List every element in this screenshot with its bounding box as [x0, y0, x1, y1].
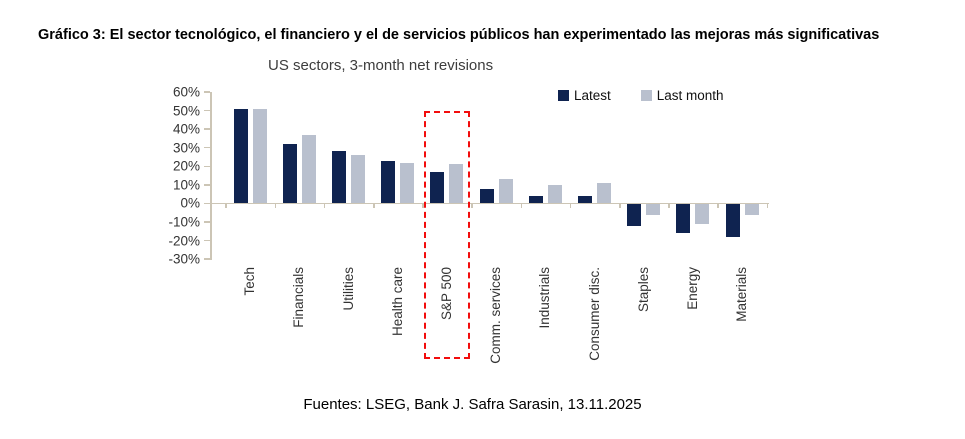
y-axis-tick-label: 40%: [172, 121, 200, 137]
bar-latest-10: [726, 203, 740, 236]
y-axis-tick: [204, 91, 210, 93]
bar-last-month-7: [597, 183, 611, 203]
x-axis-label-wrap-7: [583, 267, 605, 392]
x-axis-tick: [225, 203, 227, 208]
y-axis-tick-label: 50%: [172, 103, 200, 119]
bar-latest-2: [332, 151, 346, 203]
x-axis-label: S&P 500: [439, 267, 455, 321]
x-axis-label-wrap-3: [387, 267, 409, 392]
y-axis-tick-label: -30%: [168, 251, 200, 267]
y-axis-tick-label: 30%: [172, 140, 200, 156]
x-axis-label-wrap-5: [485, 267, 507, 392]
y-axis-tick: [204, 240, 210, 242]
x-axis-label: Staples: [635, 267, 651, 313]
x-axis-label: Materials: [734, 267, 750, 322]
y-axis-tick-label: 0%: [180, 195, 200, 211]
x-axis-tick: [324, 203, 326, 208]
y-axis-tick-label: 10%: [172, 177, 200, 193]
bar-last-month-10: [745, 203, 759, 214]
x-axis-tick: [570, 203, 572, 208]
y-axis-tick: [204, 147, 210, 149]
x-axis-tick: [373, 203, 375, 208]
y-axis-tick: [204, 166, 210, 168]
x-axis-tick: [619, 203, 621, 208]
bar-latest-5: [480, 189, 494, 204]
bar-latest-0: [234, 109, 248, 204]
x-axis-label: Financials: [291, 267, 307, 328]
y-axis-line: [210, 92, 212, 260]
x-axis-label: Health care: [389, 267, 405, 337]
x-axis-label: Utilities: [340, 267, 356, 311]
x-axis-label-wrap-9: [682, 267, 704, 392]
bar-latest-8: [627, 203, 641, 225]
y-axis-tick: [204, 184, 210, 186]
legend-label-last-month: Last month: [656, 88, 724, 103]
y-axis-tick-label: -10%: [168, 214, 200, 230]
y-axis-tick-label: 60%: [172, 84, 200, 100]
bar-last-month-8: [646, 203, 660, 214]
x-axis-tick: [668, 203, 670, 208]
x-axis-label: Comm. services: [488, 267, 504, 364]
x-axis-label: Consumer disc.: [586, 267, 602, 361]
y-axis-tick: [204, 258, 210, 260]
x-axis-label-wrap-2: [337, 267, 359, 392]
x-axis-label-wrap-8: [633, 267, 655, 392]
bar-latest-1: [283, 144, 297, 203]
bar-last-month-9: [695, 203, 709, 223]
x-axis-label: Energy: [685, 267, 701, 310]
bar-latest-9: [676, 203, 690, 233]
x-axis-tick: [717, 203, 719, 208]
x-axis-label: Industrials: [537, 267, 553, 329]
y-axis-tick: [204, 128, 210, 130]
x-axis-label: Tech: [242, 267, 258, 296]
source-note: Fuentes: LSEG, Bank J. Safra Sarasin, 13.11.2025: [303, 396, 642, 413]
x-axis-tick: [767, 203, 769, 208]
bar-last-month-1: [302, 135, 316, 204]
legend: [558, 88, 724, 103]
y-axis-tick-label: 20%: [172, 158, 200, 174]
x-axis-line: [210, 203, 769, 205]
bar-last-month-3: [400, 163, 414, 204]
legend-item-latest: [558, 88, 611, 103]
bar-last-month-0: [253, 109, 267, 204]
x-axis-tick: [275, 203, 277, 208]
legend-item-last-month: [641, 88, 724, 103]
bar-last-month-6: [548, 185, 562, 204]
legend-swatch-latest: [558, 90, 569, 101]
x-axis-tick: [471, 203, 473, 208]
y-axis-tick-label: -20%: [168, 233, 200, 249]
y-axis-tick: [204, 110, 210, 112]
x-axis-label-wrap-1: [288, 267, 310, 392]
legend-swatch-last-month: [641, 90, 652, 101]
x-axis-label-wrap-6: [534, 267, 556, 392]
figure-title: Gráfico 3: El sector tecnológico, el financiero y el de servicios públicos han experimentado las mejoras más significativas: [38, 27, 880, 43]
legend-label-latest: Latest: [574, 88, 611, 103]
bar-last-month-5: [499, 179, 513, 203]
bar-latest-3: [381, 161, 395, 204]
x-axis-tick: [521, 203, 523, 208]
x-axis-label-wrap-10: [731, 267, 753, 392]
highlight-box-sp500: [424, 111, 470, 359]
x-axis-label-wrap-0: [239, 267, 261, 392]
bar-last-month-2: [351, 155, 365, 203]
y-axis-tick: [204, 221, 210, 223]
chart-subtitle: US sectors, 3-month net revisions: [268, 57, 494, 74]
